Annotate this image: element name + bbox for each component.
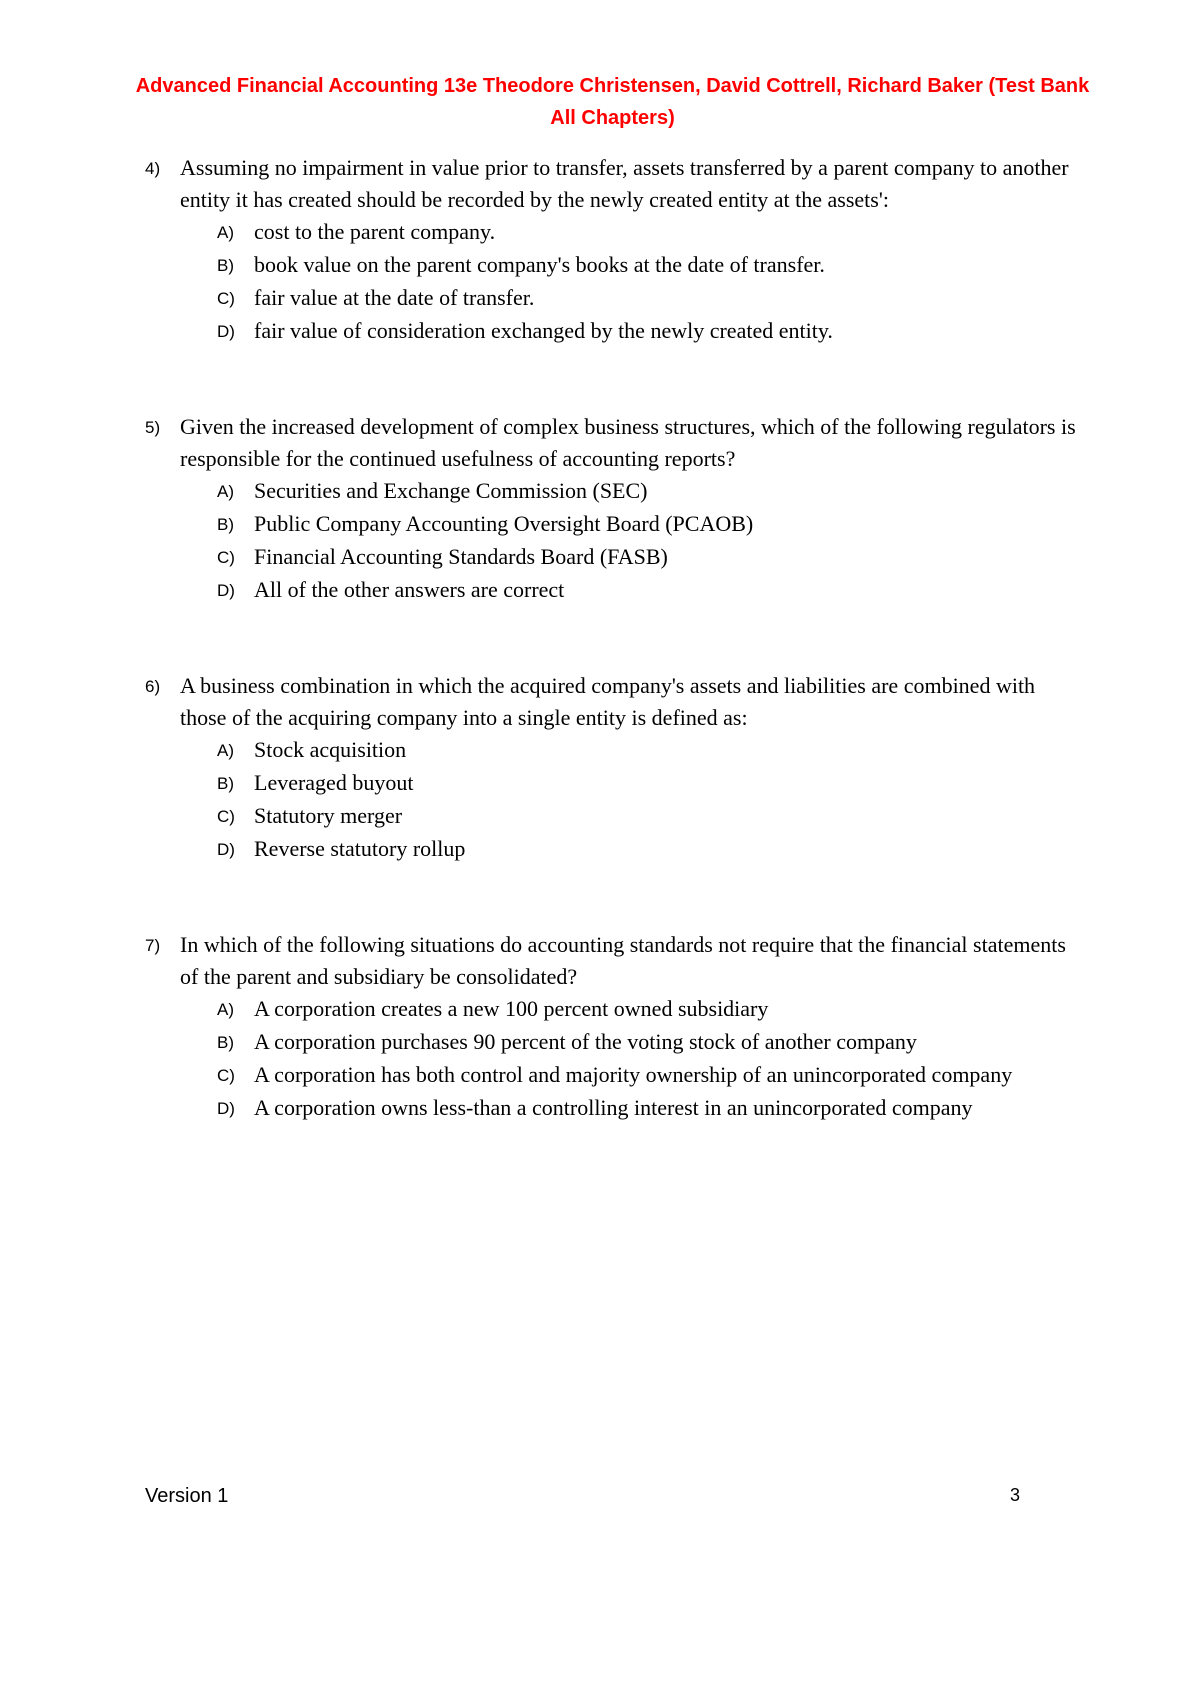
question-stem-row [145,152,1085,216]
answer-option-b [217,1026,1085,1059]
answer-option-a [217,475,1085,508]
question-5 [145,411,1085,607]
option-text: A corporation owns less-than a controlling interest in an unincorporated company [254,1095,973,1120]
question-number: 4) [145,159,161,178]
answer-option-b [217,249,1085,282]
answer-option-c [217,800,1085,833]
option-letter: C) [217,1066,235,1085]
question-stem-row [145,411,1085,475]
answer-option-d [217,833,1085,866]
answer-options [217,216,1085,348]
option-letter: A) [217,1000,234,1019]
option-text: Reverse statutory rollup [254,836,466,861]
question-stem-row [145,929,1085,993]
answer-option-c [217,541,1085,574]
answer-options [217,475,1085,607]
answer-option-d [217,574,1085,607]
answer-option-c [217,282,1085,315]
footer-page-number: 3 [1010,1485,1021,1505]
option-text: cost to the parent company. [254,219,496,244]
option-letter: B) [217,515,234,534]
option-text: Securities and Exchange Commission (SEC) [254,478,648,503]
answer-option-c [217,1059,1085,1092]
answer-option-b [217,508,1085,541]
option-text: Statutory merger [254,803,403,828]
option-letter: C) [217,548,235,567]
option-letter: C) [217,807,235,826]
option-letter: B) [217,256,234,275]
answer-options [217,993,1085,1125]
option-text: A corporation purchases 90 percent of the voting stock of another company [254,1029,917,1054]
option-text: Financial Accounting Standards Board (FASB) [254,544,668,569]
option-letter: D) [217,1099,235,1118]
question-4 [145,152,1085,348]
option-text: A corporation has both control and majority ownership of an unincorporated company [254,1062,1013,1087]
option-text: All of the other answers are correct [254,577,565,602]
footer-version: Version 1 [145,1485,229,1507]
answer-option-d [217,315,1085,348]
option-letter: C) [217,289,235,308]
document-header-title: Advanced Financial Accounting 13e Theodore Christensen, David Cottrell, Richard Baker (Test Bank All Chapters) [135,75,1090,129]
option-text: Leveraged buyout [254,770,414,795]
option-text: fair value at the date of transfer. [254,285,535,310]
option-text: Public Company Accounting Oversight Board (PCAOB) [254,511,754,536]
option-letter: A) [217,223,234,242]
option-text: fair value of consideration exchanged by the newly created entity. [254,318,833,343]
option-text: Stock acquisition [254,737,407,762]
question-6 [145,670,1085,866]
question-stem: A business combination in which the acquired company's assets and liabilities are combined with those of the acquiring company into a single entity is defined as: [180,673,1036,730]
answer-option-a [217,993,1085,1026]
answer-option-a [217,216,1085,249]
question-stem-row [145,670,1085,734]
answer-option-d [217,1092,1085,1125]
option-letter: B) [217,1033,234,1052]
question-list [145,152,1085,1188]
question-stem: Given the increased development of complex business structures, which of the following regulators is responsible for the continued usefulness of accounting reports? [180,414,1076,471]
option-letter: D) [217,840,235,859]
question-number: 5) [145,418,161,437]
option-letter: B) [217,774,234,793]
option-letter: D) [217,322,235,341]
answer-option-b [217,767,1085,800]
answer-option-a [217,734,1085,767]
option-text: book value on the parent company's books at the date of transfer. [254,252,825,277]
option-letter: A) [217,482,234,501]
question-7 [145,929,1085,1125]
option-letter: A) [217,741,234,760]
answer-options [217,734,1085,866]
question-stem: In which of the following situations do accounting standards not require that the financial statements of the parent and subsidiary be consolidated? [180,932,1066,989]
option-letter: D) [217,581,235,600]
question-number: 7) [145,936,161,955]
question-stem: Assuming no impairment in value prior to transfer, assets transferred by a parent company to another entity it has created should be recorded by the newly created entity at the assets': [180,155,1069,212]
question-number: 6) [145,677,161,696]
option-text: A corporation creates a new 100 percent owned subsidiary [254,996,769,1021]
